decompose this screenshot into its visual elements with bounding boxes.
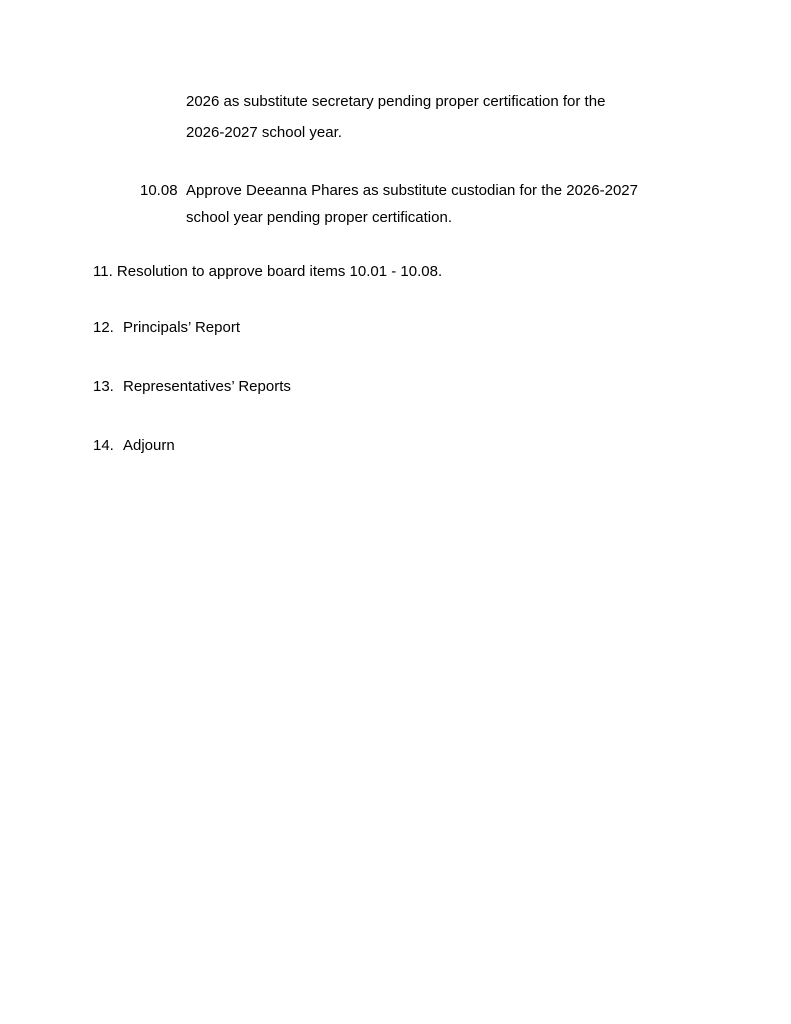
agenda-item-text: Principals’ Report bbox=[123, 319, 240, 336]
agenda-item-number: 13. bbox=[93, 378, 114, 395]
sub-item-text-line-1: Approve Deeanna Phares as substitute custodian for the 2026-2027 bbox=[186, 182, 638, 199]
agenda-item-number: 11. bbox=[93, 263, 113, 280]
continued-paragraph-line-1: 2026 as substitute secretary pending proper certification for the bbox=[186, 93, 606, 110]
agenda-item-text: Adjourn bbox=[123, 437, 175, 454]
sub-item-text-line-2: school year pending proper certification. bbox=[186, 209, 452, 226]
sub-item-number: 10.08 bbox=[140, 182, 178, 199]
agenda-item-text: Resolution to approve board items 10.01 - 10.08. bbox=[116, 263, 443, 280]
agenda-item-11 bbox=[93, 263, 442, 281]
agenda-item-number: 12. bbox=[93, 319, 114, 336]
continued-paragraph-line-2: 2026-2027 school year. bbox=[186, 124, 342, 141]
agenda-item-text: Representatives’ Reports bbox=[123, 378, 291, 395]
agenda-item-number: 14. bbox=[93, 437, 114, 454]
